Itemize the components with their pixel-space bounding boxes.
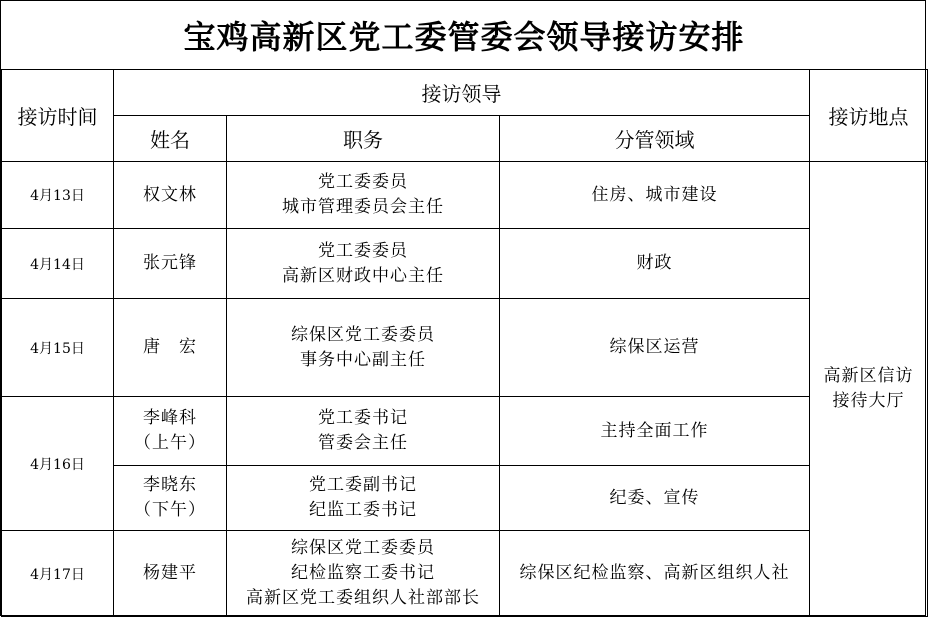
date-cell: 4月15日 [2, 299, 114, 397]
domain-cell: 纪委、宣传 [500, 466, 810, 531]
name-cell: 权文林 [114, 162, 227, 229]
position-line: 党工委书记 [318, 408, 408, 428]
date-cell: 4月14日 [2, 229, 114, 299]
header-row-1 [2, 70, 928, 116]
position-line: 党工委委员 [318, 172, 408, 192]
position-cell [227, 229, 500, 299]
name-cell [114, 397, 227, 466]
position-cell [227, 466, 500, 531]
position-cell [227, 397, 500, 466]
date-cell: 4月16日 [2, 397, 114, 531]
header-time: 接访时间 [2, 70, 114, 162]
name-cell: 杨建平 [114, 531, 227, 617]
name-line: 李峰科 [143, 408, 197, 428]
table-row [2, 299, 928, 397]
header-name: 姓名 [114, 116, 227, 162]
position-line: 纪监工委书记 [309, 500, 417, 520]
position-line: 城市管理委员会主任 [282, 197, 444, 217]
name-note: （上午） [134, 433, 206, 453]
position-line: 综保区党工委委员 [291, 538, 435, 558]
header-location: 接访地点 [810, 70, 928, 162]
header-row-2 [2, 116, 928, 162]
position-line: 党工委委员 [318, 240, 408, 261]
domain-cell: 综保区纪检监察、高新区组织人社 [500, 531, 810, 617]
location-line: 高新区信访 [823, 366, 914, 386]
position-line: 综保区党工委委员 [291, 324, 435, 345]
table-row [2, 229, 928, 299]
location-line: 接待大厅 [832, 391, 905, 411]
name-cell [114, 466, 227, 531]
domain-cell: 财政 [500, 229, 810, 299]
reception-schedule-table [1, 69, 928, 617]
name-line: 李晓东 [143, 475, 197, 495]
position-line: 高新区财政中心主任 [282, 265, 444, 286]
header-leaders: 接访领导 [114, 70, 810, 116]
name-cell: 张元锋 [114, 229, 227, 299]
position-line: 高新区党工委组织人社部部长 [246, 588, 480, 608]
date-cell: 4月17日 [2, 531, 114, 617]
position-line: 事务中心副主任 [300, 349, 426, 370]
page-title: 宝鸡高新区党工委管委会领导接访安排 [183, 18, 745, 56]
position-line: 党工委副书记 [309, 475, 417, 495]
domain-cell: 住房、城市建设 [500, 162, 810, 229]
table-row [2, 531, 928, 617]
position-line: 管委会主任 [318, 433, 408, 453]
position-line: 纪检监察工委书记 [291, 563, 435, 583]
header-domain: 分管领域 [500, 116, 810, 162]
position-cell [227, 531, 500, 617]
table-row [2, 162, 928, 229]
location-cell [810, 162, 928, 617]
table-row [2, 397, 928, 466]
date-cell: 4月13日 [2, 162, 114, 229]
position-cell [227, 162, 500, 229]
domain-cell: 综保区运营 [500, 299, 810, 397]
position-cell [227, 299, 500, 397]
name-cell: 唐 宏 [114, 299, 227, 397]
table-row [2, 466, 928, 531]
name-note: （下午） [134, 500, 206, 520]
domain-cell: 主持全面工作 [500, 397, 810, 466]
header-position: 职务 [227, 116, 500, 162]
